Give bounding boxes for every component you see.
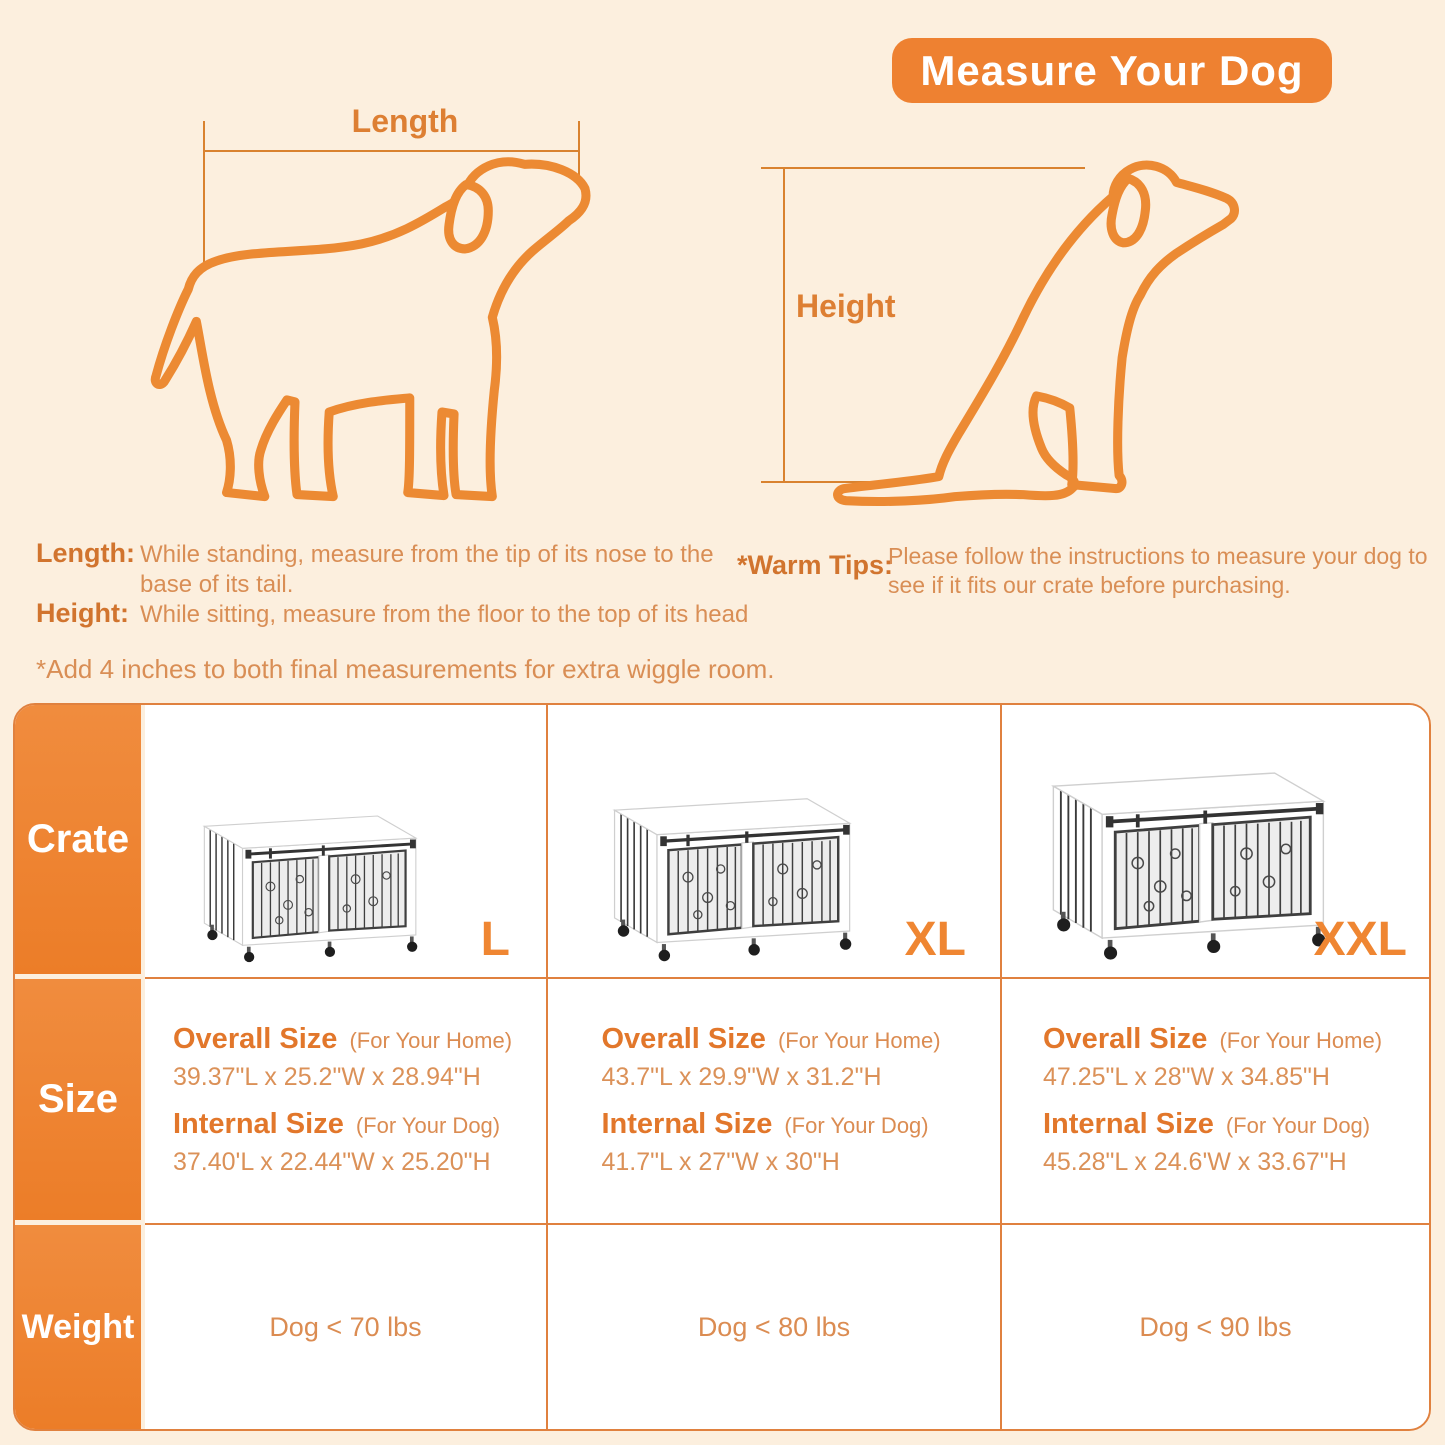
weight-value-l: Dog < 70 lbs [269,1311,422,1342]
banner-title: Measure Your Dog [920,46,1304,94]
sitting-dog-outline-icon [826,156,1241,514]
height-description: While sitting, measure from the floor to the top of its head [140,601,749,628]
crate-size-tag-l: L [480,913,510,966]
weight-cell-l [145,1225,548,1429]
overall-size-dims-l: 39.37"L x 25.2"W x 28.94"H [173,1063,481,1091]
crate-xxl-image [1044,741,1344,971]
overall-size-title-xl: Overall Size [601,1023,766,1055]
row-header-weight-label: Weight [21,1307,135,1346]
overall-size-dims-xxl: 47.25"L x 28"W x 34.85"H [1043,1063,1330,1091]
warm-tips-term: *Warm Tips: [737,550,894,580]
overall-size-note-l: (For Your Home) [349,1028,513,1053]
row-header-weight [15,1225,145,1429]
height-label: Height [796,288,896,324]
internal-size-note-xl: (For Your Dog) [784,1113,929,1138]
row-header-size-label: Size [37,1077,119,1121]
height-term: Height: [36,598,129,628]
length-term: Length: [36,538,135,568]
internal-size-note-l: (For Your Dog) [355,1113,501,1138]
crate-size-tag-xl: XL [904,913,966,966]
overall-size-note-xxl: (For Your Home) [1219,1028,1383,1053]
internal-size-title-l: Internal Size [173,1108,344,1140]
crate-cell-xxl [1002,705,1429,979]
length-label: Length [351,103,459,139]
size-cell-l [145,979,548,1225]
length-description: While standing, measure from the tip of its nose to the base of its tail. [140,541,714,598]
standing-dog-outline-icon [146,148,594,523]
crate-cell-xl [548,705,1002,979]
overall-size-title-l: Overall Size [173,1023,338,1055]
wiggle-room-footnote: *Add 4 inches to both final measurements for extra wiggle room. [36,654,775,684]
height-measure-line [783,168,785,483]
internal-size-dims-l: 37.40'L x 22.44"W x 25.20"H [173,1148,491,1176]
internal-size-dims-xl: 41.7"L x 27"W x 30"H [601,1148,840,1176]
crate-l-image [197,791,432,971]
weight-cell-xl [548,1225,1002,1429]
crate-size-tag-xxl: XXL [1313,913,1407,966]
size-cell-xl [548,979,1002,1225]
overall-size-note-xl: (For Your Home) [777,1028,941,1053]
internal-size-title-xl: Internal Size [601,1108,773,1140]
weight-value-xl: Dog < 80 lbs [697,1311,851,1342]
overall-size-dims-xl: 43.7"L x 29.9"W x 31.2"H [601,1063,882,1091]
row-header-crate-label: Crate [26,817,130,861]
crate-spec-table [13,703,1431,1431]
measure-your-dog-banner [892,38,1332,103]
internal-size-note-xxl: (For Your Dog) [1225,1113,1371,1138]
row-header-crate [15,705,145,979]
row-header-size [15,979,145,1225]
crate-cell-l [145,705,548,979]
weight-cell-xxl [1002,1225,1429,1429]
internal-size-title-xxl: Internal Size [1043,1108,1214,1140]
weight-value-xxl: Dog < 90 lbs [1139,1311,1292,1342]
size-cell-xxl [1002,979,1429,1225]
warm-tips-description: Please follow the instructions to measure your dog to see if it fits our crate before purchasing. [888,543,1428,598]
crate-xl-image [606,771,868,971]
internal-size-dims-xxl: 45.28"L x 24.6'W x 33.67"H [1043,1148,1347,1176]
overall-size-title-xxl: Overall Size [1043,1023,1208,1055]
